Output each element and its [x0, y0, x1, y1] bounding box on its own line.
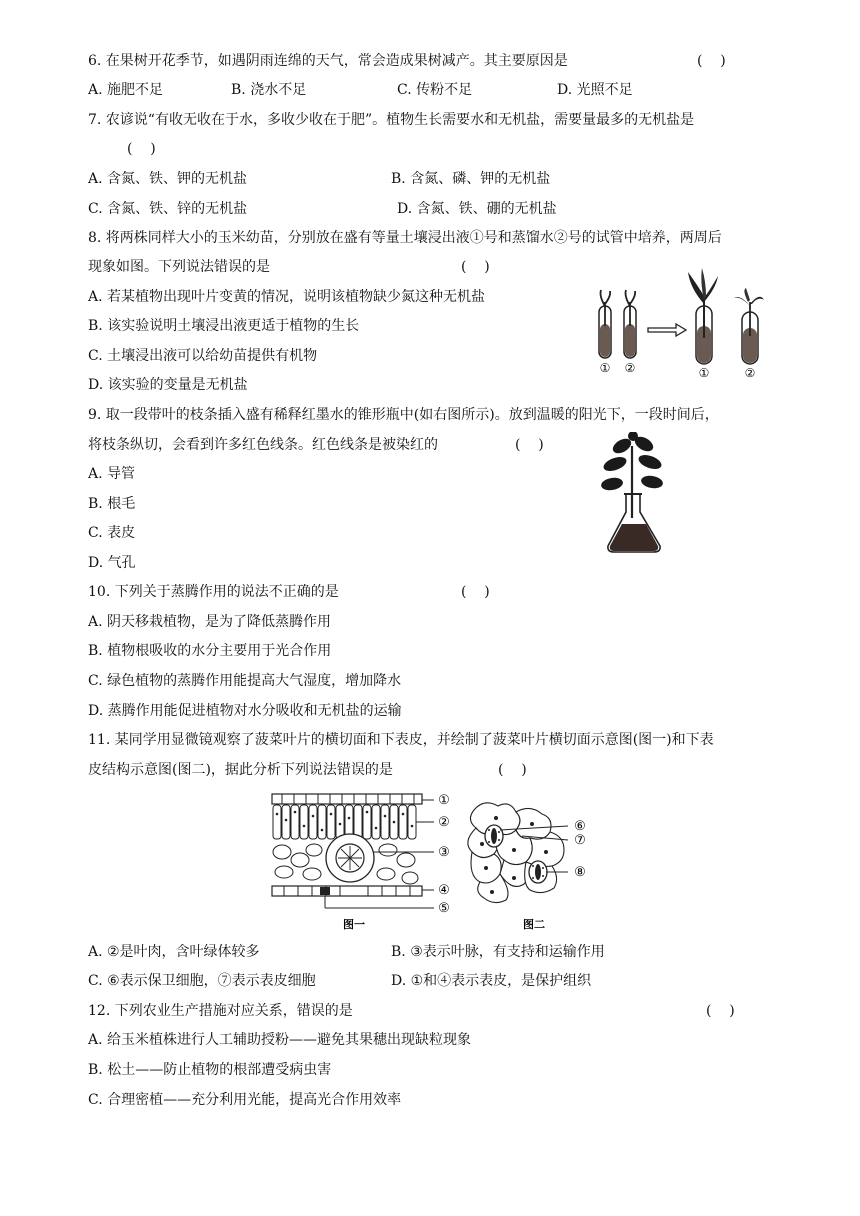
q8-stem-line1: 8. 将两株同样大小的玉米幼苗，分别放在盛有等量土壤浸出液①号和蒸馏水②号的试管中培养，两周后 [88, 230, 722, 246]
q10-option-d: D. 蒸腾作用能促进植物对水分吸收和无机盐的运输 [88, 703, 402, 719]
q9-stem-line2: 将枝条纵切，会看到许多红色线条。红色线条是被染红的 [88, 437, 438, 453]
q9-option-c: C. 表皮 [88, 525, 136, 541]
q11-fig1-label-5: ⑤ [438, 901, 450, 916]
q6-option-a: A. 施肥不足 [88, 82, 164, 98]
q11-fig1-caption: 图一 [343, 918, 365, 931]
q6-option-b: B. 浇水不足 [231, 82, 307, 98]
q11-option-d: D. ①和④表示表皮，是保护组织 [391, 973, 592, 989]
q11-fig2-label-6: ⑥ [574, 819, 586, 834]
q11-fig1-label-4: ④ [438, 883, 450, 898]
q12-answer-blank: ( ) [706, 1003, 735, 1019]
q6-option-c: C. 传粉不足 [397, 82, 473, 98]
q11-fig2-caption: 图二 [523, 918, 545, 931]
q6-answer-blank: ( ) [697, 53, 726, 69]
q8-option-c: C. 土壤浸出液可以给幼苗提供有机物 [88, 348, 318, 364]
q8-label-4: ② [744, 366, 756, 380]
q8-answer-blank: ( ) [461, 259, 490, 275]
q8-test-tube-figure [590, 266, 770, 382]
q8-stem-line2: 现象如图。下列说法错误的是 [88, 259, 270, 275]
q10-answer-blank: ( ) [461, 584, 490, 600]
q11-epidermis-figure [460, 796, 600, 934]
q11-fig1-label-1: ① [438, 793, 450, 808]
q10-option-b: B. 植物根吸收的水分主要用于光合作用 [88, 643, 332, 659]
q9-answer-blank: ( ) [515, 437, 544, 453]
q11-stem-line1: 11. 某同学用显微镜观察了菠菜叶片的横切面和下表皮，并绘制了菠菜叶片横切面示意图(图一)和下表 [88, 732, 714, 748]
q10-option-a: A. 阴天移栽植物，是为了降低蒸腾作用 [88, 614, 332, 630]
q6-option-d: D. 光照不足 [557, 82, 633, 98]
q11-fig2-label-8: ⑧ [574, 865, 586, 880]
q10-option-c: C. 绿色植物的蒸腾作用能提高大气湿度，增加降水 [88, 673, 402, 689]
q8-option-d: D. 该实验的变量是无机盐 [88, 377, 248, 393]
q10-stem: 10. 下列关于蒸腾作用的说法不正确的是 [88, 584, 339, 600]
q7-stem: 7. 农谚说“有收无收在于水，多收少收在于肥”。植物生长需要水和无机盐，需要量最多的无机盐是 [88, 112, 695, 128]
q7-option-c: C. 含氮、铁、锌的无机盐 [88, 201, 248, 217]
q12-option-a: A. 给玉米植株进行人工辅助授粉——避免其果穗出现缺粒现象 [88, 1032, 472, 1048]
q12-option-b: B. 松土——防止植物的根部遭受病虫害 [88, 1062, 332, 1078]
q11-stem-line2: 皮结构示意图(图二)，据此分析下列说法错误的是 [88, 762, 393, 778]
q11-fig1-label-2: ② [438, 815, 450, 830]
q9-option-a: A. 导管 [88, 466, 136, 482]
q11-answer-blank: ( ) [498, 762, 527, 778]
q11-fig2-label-7: ⑦ [574, 833, 586, 848]
q7-option-a: A. 含氮、铁、钾的无机盐 [88, 171, 248, 187]
q8-label-3: ① [698, 366, 710, 380]
q11-option-a: A. ②是叶肉，含叶绿体较多 [88, 944, 260, 960]
q7-answer-blank: ( ) [127, 141, 156, 157]
q8-option-a: A. 若某植物出现叶片变黄的情况，说明该植物缺少氮这种无机盐 [88, 289, 486, 305]
q11-leaf-cross-section-figure [268, 790, 454, 934]
q12-option-c: C. 合理密植——充分利用光能，提高光合作用效率 [88, 1092, 402, 1108]
q6-stem: 6. 在果树开花季节，如遇阴雨连绵的天气，常会造成果树减产。其主要原因是 [88, 53, 568, 69]
q11-fig1-label-3: ③ [438, 845, 450, 860]
q9-stem-line1: 9. 取一段带叶的枝条插入盛有稀释红墨水的锥形瓶中(如右图所示)。放到温暖的阳光下，一段时间后， [88, 407, 719, 423]
q8-option-b: B. 该实验说明土壤浸出液更适于植物的生长 [88, 318, 360, 334]
q9-option-b: B. 根毛 [88, 496, 136, 512]
q11-option-b: B. ③表示叶脉，有支持和运输作用 [391, 944, 605, 960]
q7-option-b: B. 含氮、磷、钾的无机盐 [391, 171, 551, 187]
q8-label-1: ① [599, 361, 611, 375]
q9-flask-figure [600, 432, 668, 554]
q9-option-d: D. 气孔 [88, 555, 136, 571]
q11-option-c: C. ⑥表示保卫细胞，⑦表示表皮细胞 [88, 973, 316, 989]
q8-label-2: ② [624, 361, 636, 375]
q7-option-d: D. 含氮、铁、硼的无机盐 [397, 201, 557, 217]
q12-stem: 12. 下列农业生产措施对应关系，错误的是 [88, 1003, 353, 1019]
